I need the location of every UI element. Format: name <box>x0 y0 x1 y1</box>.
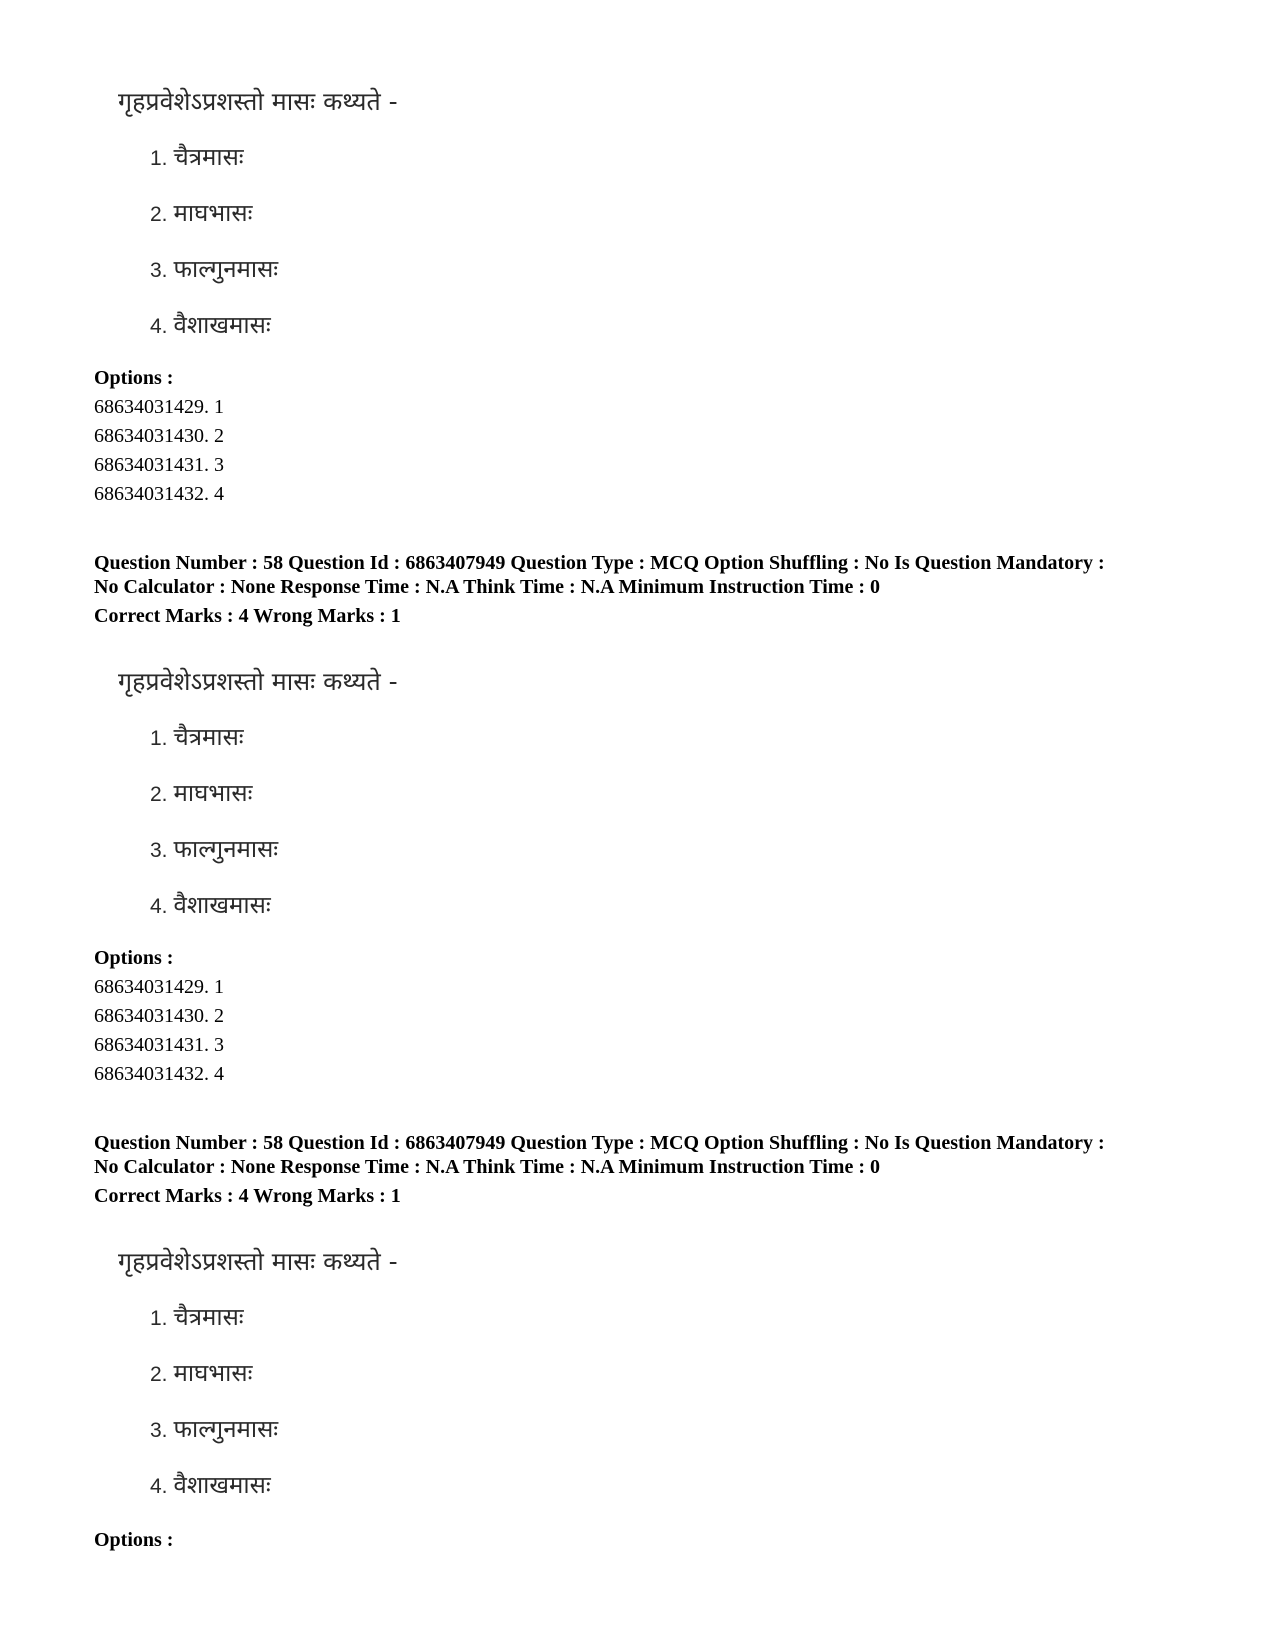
choice-3 <box>150 834 278 866</box>
choice-text: चैत्रमासः <box>173 143 244 171</box>
question-header <box>94 551 1214 599</box>
choice-2 <box>150 198 252 230</box>
question-stem: गृहप्रवेशेऽप्रशस्तो मासः कथ्यते - <box>118 667 398 696</box>
choice-text: वैशाखमासः <box>173 311 271 339</box>
question-header-line-1: Question Number : 58 Question Id : 6863407949 Question Type : MCQ Option Shuffling : No Is Question Mandatory : <box>94 552 1105 574</box>
choice-text: माघभासः <box>173 779 253 807</box>
choice-number: 1. <box>150 147 168 170</box>
choice-2 <box>150 778 252 810</box>
choice-1 <box>150 722 244 754</box>
option-row: 68634031432. 4 <box>94 1063 224 1085</box>
question-stem: गृहप्रवेशेऽप्रशस्तो मासः कथ्यते - <box>118 1247 398 1276</box>
choice-4 <box>150 1470 271 1502</box>
choice-text: चैत्रमासः <box>173 723 244 751</box>
choice-number: 2. <box>150 1363 168 1386</box>
choice-text: चैत्रमासः <box>173 1303 244 1331</box>
choice-2 <box>150 1358 252 1390</box>
choice-4 <box>150 890 271 922</box>
options-label: Options : <box>94 367 174 389</box>
choice-text: माघभासः <box>173 1359 253 1387</box>
choice-3 <box>150 254 278 286</box>
option-row: 68634031429. 1 <box>94 976 224 998</box>
option-row: 68634031431. 3 <box>94 1034 224 1056</box>
choice-text: फाल्गुनमासः <box>173 255 279 283</box>
options-label: Options : <box>94 1529 174 1551</box>
question-header <box>94 1131 1214 1179</box>
option-row: 68634031431. 3 <box>94 454 224 476</box>
choice-number: 4. <box>150 315 168 338</box>
option-row: 68634031429. 1 <box>94 396 224 418</box>
question-header-line-1: Question Number : 58 Question Id : 6863407949 Question Type : MCQ Option Shuffling : No Is Question Mandatory : <box>94 1132 1105 1154</box>
choice-text: वैशाखमासः <box>173 891 271 919</box>
question-header-line-2: No Calculator : None Response Time : N.A Think Time : N.A Minimum Instruction Time : 0 <box>94 1156 880 1178</box>
question-header-line-2: No Calculator : None Response Time : N.A Think Time : N.A Minimum Instruction Time : 0 <box>94 576 880 598</box>
choice-number: 2. <box>150 203 168 226</box>
choice-number: 1. <box>150 727 168 750</box>
choice-text: वैशाखमासः <box>173 1471 271 1499</box>
marks-line: Correct Marks : 4 Wrong Marks : 1 <box>94 1185 401 1207</box>
choice-number: 3. <box>150 259 168 282</box>
choice-number: 3. <box>150 1419 168 1442</box>
choice-3 <box>150 1414 278 1446</box>
option-row: 68634031432. 4 <box>94 483 224 505</box>
option-row: 68634031430. 2 <box>94 425 224 447</box>
choice-4 <box>150 310 271 342</box>
choice-text: माघभासः <box>173 199 253 227</box>
choice-number: 4. <box>150 1475 168 1498</box>
marks-line: Correct Marks : 4 Wrong Marks : 1 <box>94 605 401 627</box>
choice-1 <box>150 142 244 174</box>
question-stem: गृहप्रवेशेऽप्रशस्तो मासः कथ्यते - <box>118 87 398 116</box>
choice-number: 2. <box>150 783 168 806</box>
choice-text: फाल्गुनमासः <box>173 835 279 863</box>
choice-number: 3. <box>150 839 168 862</box>
choice-number: 1. <box>150 1307 168 1330</box>
options-label: Options : <box>94 947 174 969</box>
option-row: 68634031430. 2 <box>94 1005 224 1027</box>
choice-1 <box>150 1302 244 1334</box>
choice-number: 4. <box>150 895 168 918</box>
choice-text: फाल्गुनमासः <box>173 1415 279 1443</box>
